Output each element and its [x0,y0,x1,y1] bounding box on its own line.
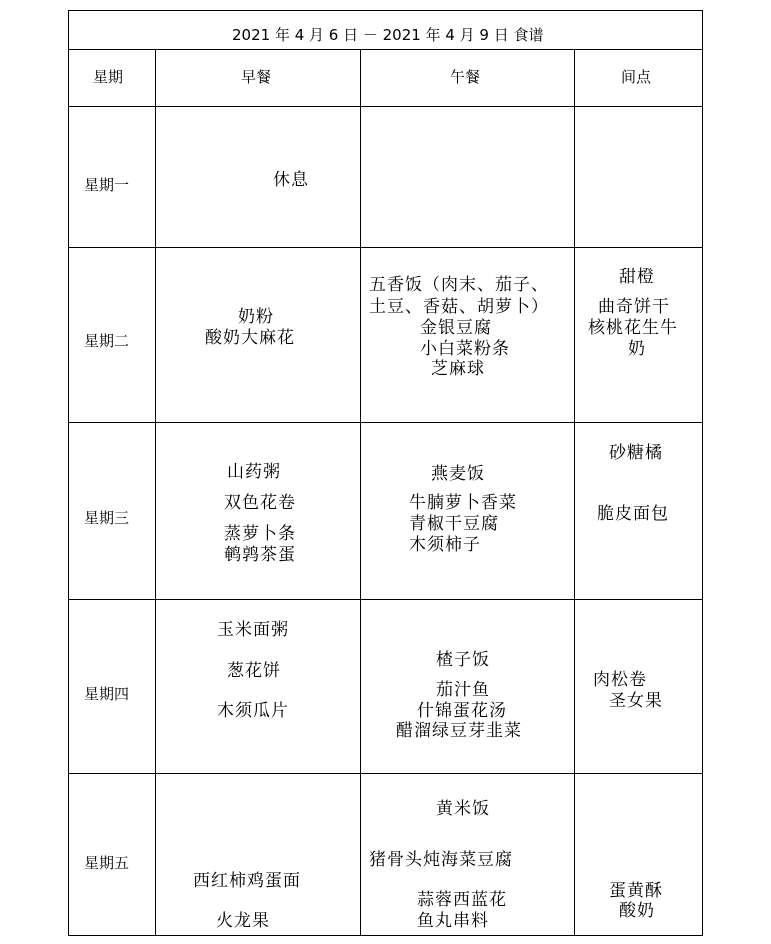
snack-item: 曲奇饼干 [598,297,670,317]
day-label: 星期三 [84,509,130,527]
snack-item: 奶 [628,339,646,359]
lunch-item: 金银豆腐 [420,318,492,338]
breakfast-item: 火龙果 [216,911,270,931]
lunch-item: 燕麦饭 [431,464,485,484]
breakfast-item: 鹌鹑茶蛋 [224,545,296,565]
snack-item: 砂糖橘 [609,443,663,463]
header-snack: 间点 [621,68,652,86]
lunch-item: 茄汁鱼 [436,680,490,700]
breakfast-item: 双色花卷 [224,493,296,513]
breakfast-item: 蒸萝卜条 [224,524,296,544]
lunch-item: 什锦蛋花汤 [417,701,507,721]
breakfast-item: 西红柿鸡蛋面 [193,871,301,891]
rule [68,247,703,248]
lunch-item: 小白菜粉条 [420,339,510,359]
column-rule [360,49,361,936]
breakfast-item: 玉米面粥 [217,620,289,640]
rule [68,49,703,50]
lunch-item: 猪骨头炖海菜豆腐 [369,850,513,870]
breakfast-item: 酸奶大麻花 [205,328,295,348]
menu-table [68,10,703,936]
day-label: 星期五 [84,854,130,872]
day-label: 星期二 [84,332,130,350]
lunch-item: 醋溜绿豆芽韭菜 [396,721,522,741]
lunch-item: 木须柿子 [409,535,481,555]
breakfast-item: 山药粥 [227,462,281,482]
rule [68,599,703,600]
snack-item: 酸奶 [619,901,655,921]
lunch-item: 鱼丸串料 [417,911,489,931]
rule [68,422,703,423]
snack-item: 脆皮面包 [597,504,669,524]
lunch-item: 芝麻球 [431,359,485,379]
lunch-item: 牛腩萝卜香菜 [409,493,517,513]
lunch-item: 蒜蓉西蓝花 [417,890,507,910]
lunch-item: 楂子饭 [436,650,490,670]
header-lunch: 午餐 [450,68,481,86]
day-label: 星期四 [84,685,130,703]
lunch-item: 五香饭（肉末、茄子、 [369,275,549,295]
header-day: 星期 [93,68,124,86]
header-breakfast: 早餐 [241,68,272,86]
snack-item: 肉松卷 [593,670,647,690]
snack-item: 甜橙 [619,267,655,287]
column-rule [574,49,575,936]
table-title: 2021 年 4 月 6 日 － 2021 年 4 月 9 日 食谱 [232,26,544,44]
rule [68,773,703,774]
column-rule [155,49,156,936]
lunch-item: 土豆、香菇、胡萝卜） [369,297,549,317]
snack-item: 核桃花生牛 [588,318,678,338]
breakfast-item: 休息 [273,170,309,190]
lunch-item: 黄米饭 [436,799,490,819]
breakfast-item: 奶粉 [238,307,274,327]
rule [68,106,703,107]
day-label: 星期一 [84,176,130,194]
breakfast-item: 葱花饼 [227,661,281,681]
snack-item: 圣女果 [609,691,663,711]
lunch-item: 青椒干豆腐 [409,514,499,534]
breakfast-item: 木须瓜片 [217,701,289,721]
snack-item: 蛋黄酥 [609,881,663,901]
